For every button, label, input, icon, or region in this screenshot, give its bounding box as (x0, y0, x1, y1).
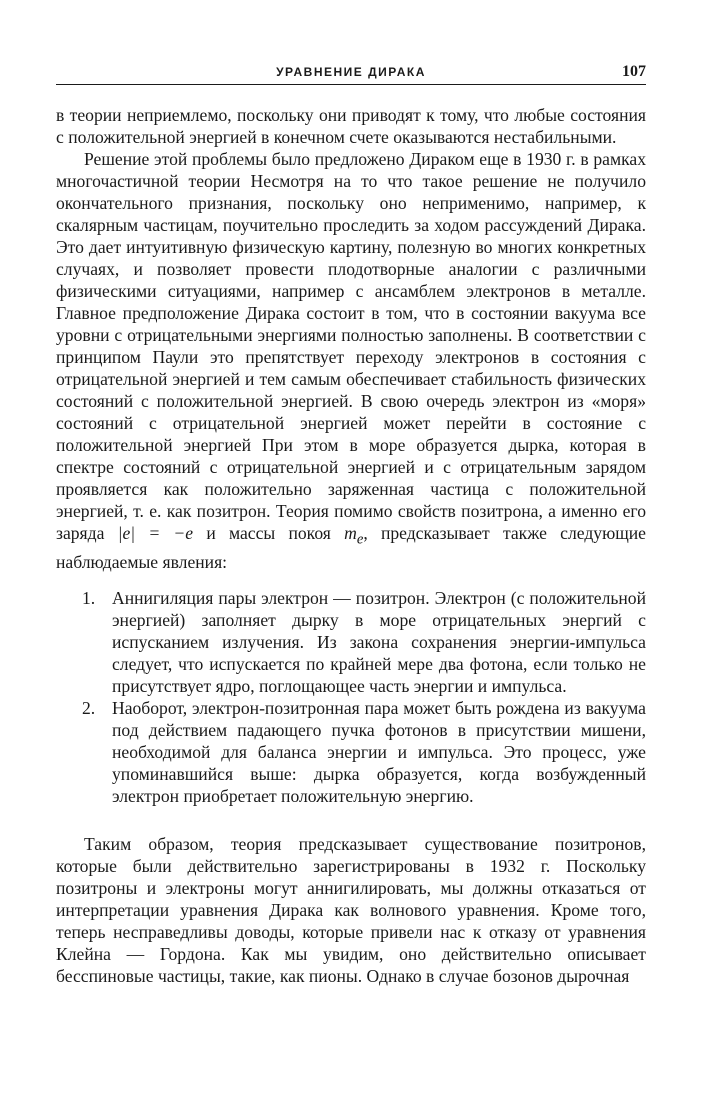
list-item-text: Аннигиляция пары электрон — позитрон. Электрон (с положительной энергией) заполняет дырку в море отрицательных энергий с испусканием излучения. Из закона сохранения энергии-импульса следует, что испускается по крайней мере два фотона, если только не присутствует ядро, поглощающее часть энергии и импульса. (112, 587, 646, 696)
paragraph-conclusion: Таким образом, теория предсказывает существование позитронов, которые были действительно зарегистрированы в 1932 г. Поскольку позитроны и электроны могут аннигилировать, мы должны отказаться от интерпретации уравнения Дирака как волнового уравнения. Кроме того, теперь несправедливы доводы, которые привели нас к отказу от уравнения Клейна — Гордона. Как мы увидим, оно действительно описывает бесспиновые частицы, такие, как пионы. Однако в случае бозонов дырочная (56, 833, 646, 986)
phenomena-list (56, 587, 646, 807)
list-marker: 1. (82, 587, 96, 608)
list-item-text: Наоборот, электрон-позитронная пара может быть рождена из вакуума под действием падающего пучка фотонов в присутствии мишени, необходимой для баланса энергии и импульса. Это процесс, уже упоминавшийся выше: дырка образуется, когда возбужденный электрон приобретает положительную энергию. (112, 697, 646, 806)
page-body (56, 104, 646, 987)
book-page (56, 62, 646, 987)
list-marker: 2. (82, 697, 96, 718)
mass-subscript: e (356, 531, 364, 548)
running-header (56, 62, 646, 85)
chapter-title: УРАВНЕНИЕ ДИРАКА (276, 65, 426, 79)
paragraph-dirac-sea-end: , предсказывает также следующие наблюдаемые явления: (56, 523, 646, 572)
mass-symbol: m (344, 523, 357, 543)
paragraph-dirac-sea (56, 148, 646, 573)
list-item (82, 587, 646, 697)
mass-intro: и массы покоя (193, 523, 345, 543)
charge-formula: |e| = −e (117, 523, 194, 543)
page-number: 107 (622, 63, 646, 80)
paragraph-dirac-sea-main: Решение этой проблемы было предложено Дираком еще в 1930 г. в рамках многочастичной теории Несмотря на то что такое решение не получило окончательного признания, поскольку оно неприменимо, например, к скалярным частицам, поучительно проследить за ходом рассуждений Дирака. Это дает интуитивную физическую картину, полезную во многих конкретных случаях, и позволяет провести плодотворные аналогии с различными физическими ситуациями, например с ансамблем электронов в металле. Главное предположение Дирака состоит в том, что в состоянии вакуума все уровни с отрицательными энергиями полностью заполнены. В соответствии с принципом Паули это препятствует переходу электронов в состояния с отрицательной энергией и тем самым обеспечивает стабильность физических состояний с положительной энергией. В свою очередь электрон из «моря» состояний с отрицательной энергией может перейти в состояние с положительной энергией При этом в море образуется дырка, которая в спектре состояний с отрицательной энергией и с отрицательным зарядом проявляется как положительно заряженная частица с положительной энергией, т. е. как позитрон. Теория помимо свойств позитрона, а именно его заряда (56, 149, 646, 543)
list-item (82, 697, 646, 807)
paragraph-continuation: в теории неприемлемо, поскольку они приводят к тому, что любые состояния с положительной энергией в конечном счете оказываются нестабильными. (56, 105, 646, 147)
